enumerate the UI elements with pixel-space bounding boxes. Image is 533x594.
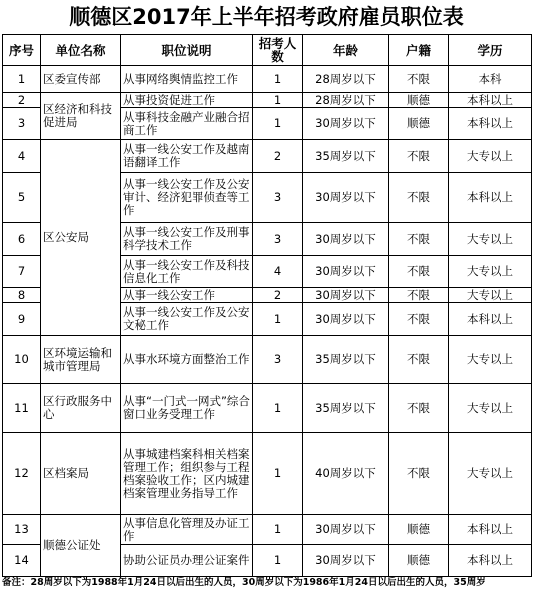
cell-no: 7: [3, 256, 41, 288]
cell-no: 3: [3, 108, 41, 140]
col-header-edu: 学历: [449, 35, 532, 66]
cell-hukou: 不限: [389, 288, 449, 303]
cell-desc: 从事科技金融产业融合招商工作: [121, 108, 253, 140]
cell-age: 35周岁以下: [303, 336, 389, 384]
cell-hukou: 不限: [389, 140, 449, 173]
cell-unit: 区经济和科技促进局: [41, 93, 121, 140]
table-row: [3, 66, 532, 93]
table-row: [3, 140, 532, 173]
cell-unit: 区环境运输和城市管理局: [41, 336, 121, 384]
cell-no: 11: [3, 384, 41, 433]
cell-no: 13: [3, 515, 41, 545]
cell-no: 9: [3, 303, 41, 336]
cell-age: 30周岁以下: [303, 256, 389, 288]
cell-desc: 从事“一门式一网式”综合窗口业务受理工作: [121, 384, 253, 433]
table-row: [3, 433, 532, 515]
cell-count: 3: [253, 173, 303, 223]
recruitment-table: [2, 34, 532, 577]
col-header-hukou: 户籍: [389, 35, 449, 66]
cell-edu: 本科以上: [449, 108, 532, 140]
cell-hukou: 不限: [389, 384, 449, 433]
table-title: 顺德区2017年上半年招考政府雇员职位表: [69, 5, 464, 29]
cell-count: 2: [253, 140, 303, 173]
cell-count: 1: [253, 66, 303, 93]
cell-unit: 顺德公证处: [41, 515, 121, 577]
cell-edu: 大专以上: [449, 256, 532, 288]
col-header-unit: 单位名称: [41, 35, 121, 66]
cell-count: 3: [253, 336, 303, 384]
cell-count: 1: [253, 515, 303, 545]
cell-edu: 本科以上: [449, 93, 532, 108]
cell-age: 28周岁以下: [303, 93, 389, 108]
cell-edu: 本科: [449, 66, 532, 93]
cell-no: 8: [3, 288, 41, 303]
cell-count: 1: [253, 303, 303, 336]
cell-age: 30周岁以下: [303, 223, 389, 256]
cell-edu: 大专以上: [449, 384, 532, 433]
cell-unit: 区公安局: [41, 140, 121, 336]
cell-age: 28周岁以下: [303, 66, 389, 93]
cell-age: 30周岁以下: [303, 545, 389, 577]
table-row: [3, 515, 532, 545]
cell-hukou: 顺德: [389, 545, 449, 577]
cell-edu: 大专以上: [449, 288, 532, 303]
cell-desc: 从事一线公安工作及科技信息化工作: [121, 256, 253, 288]
cell-count: 1: [253, 93, 303, 108]
cell-hukou: 不限: [389, 256, 449, 288]
cell-desc: 协助公证员办理公证案件: [121, 545, 253, 577]
cell-hukou: 不限: [389, 223, 449, 256]
cell-edu: 大专以上: [449, 433, 532, 515]
col-header-count: 招考人数: [253, 35, 303, 66]
cell-edu: 大专以上: [449, 140, 532, 173]
cell-edu: 本科以上: [449, 515, 532, 545]
col-header-no: 序号: [3, 35, 41, 66]
cell-age: 30周岁以下: [303, 515, 389, 545]
cell-no: 4: [3, 140, 41, 173]
cell-count: 4: [253, 256, 303, 288]
cell-no: 12: [3, 433, 41, 515]
cell-edu: 大专以上: [449, 223, 532, 256]
cell-age: 40周岁以下: [303, 433, 389, 515]
cell-no: 10: [3, 336, 41, 384]
cell-desc: 从事一线公安工作及刑事科学技术工作: [121, 223, 253, 256]
cell-age: 30周岁以下: [303, 173, 389, 223]
cell-desc: 从事信息化管理及办证工作: [121, 515, 253, 545]
cell-count: 1: [253, 384, 303, 433]
cell-age: 35周岁以下: [303, 140, 389, 173]
cell-age: 30周岁以下: [303, 303, 389, 336]
header-row: [3, 35, 532, 66]
cell-unit: 区档案局: [41, 433, 121, 515]
cell-count: 3: [253, 223, 303, 256]
cell-desc: 从事一线公安工作及越南语翻译工作: [121, 140, 253, 173]
cell-desc: 从事城建档案科相关档案管理工作；组织参与工程档案验收工作；区内城建档案管理业务指导工作: [121, 433, 253, 515]
cell-desc: 从事一线公安工作: [121, 288, 253, 303]
cell-edu: 本科以上: [449, 545, 532, 577]
cell-hukou: 不限: [389, 66, 449, 93]
cell-count: 1: [253, 108, 303, 140]
cell-no: 14: [3, 545, 41, 577]
cell-hukou: 顺德: [389, 93, 449, 108]
cell-hukou: 顺德: [389, 108, 449, 140]
cell-desc: 从事一线公安工作及公安审计、经济犯罪侦查等工作: [121, 173, 253, 223]
table-row: [3, 93, 532, 108]
cell-age: 30周岁以下: [303, 288, 389, 303]
cell-count: 1: [253, 433, 303, 515]
cell-count: 2: [253, 288, 303, 303]
cell-no: 2: [3, 93, 41, 108]
cell-hukou: 不限: [389, 433, 449, 515]
cell-count: 1: [253, 545, 303, 577]
cell-unit: 区委宣传部: [41, 66, 121, 93]
cell-desc: 从事投资促进工作: [121, 93, 253, 108]
cell-age: 35周岁以下: [303, 384, 389, 433]
col-header-age: 年龄: [303, 35, 389, 66]
table-row: [3, 384, 532, 433]
cell-hukou: 顺德: [389, 515, 449, 545]
cell-age: 30周岁以下: [303, 108, 389, 140]
cell-desc: 从事水环境方面整治工作: [121, 336, 253, 384]
cell-no: 6: [3, 223, 41, 256]
cell-hukou: 不限: [389, 173, 449, 223]
cell-desc: 从事一线公安工作及公安文秘工作: [121, 303, 253, 336]
cell-edu: 本科以上: [449, 303, 532, 336]
cell-hukou: 不限: [389, 303, 449, 336]
cell-no: 5: [3, 173, 41, 223]
col-header-desc: 职位说明: [121, 35, 253, 66]
cell-edu: 大专以上: [449, 336, 532, 384]
cell-desc: 从事网络舆情监控工作: [121, 66, 253, 93]
cell-edu: 本科以上: [449, 173, 532, 223]
table-row: [3, 336, 532, 384]
cell-unit: 区行政服务中心: [41, 384, 121, 433]
cell-hukou: 不限: [389, 336, 449, 384]
cell-no: 1: [3, 66, 41, 93]
footnote: 备注：28周岁以下为1988年1月24日以后出生的人员，30周岁以下为1986年1月24日以后出生的人员，35周岁: [2, 577, 486, 588]
